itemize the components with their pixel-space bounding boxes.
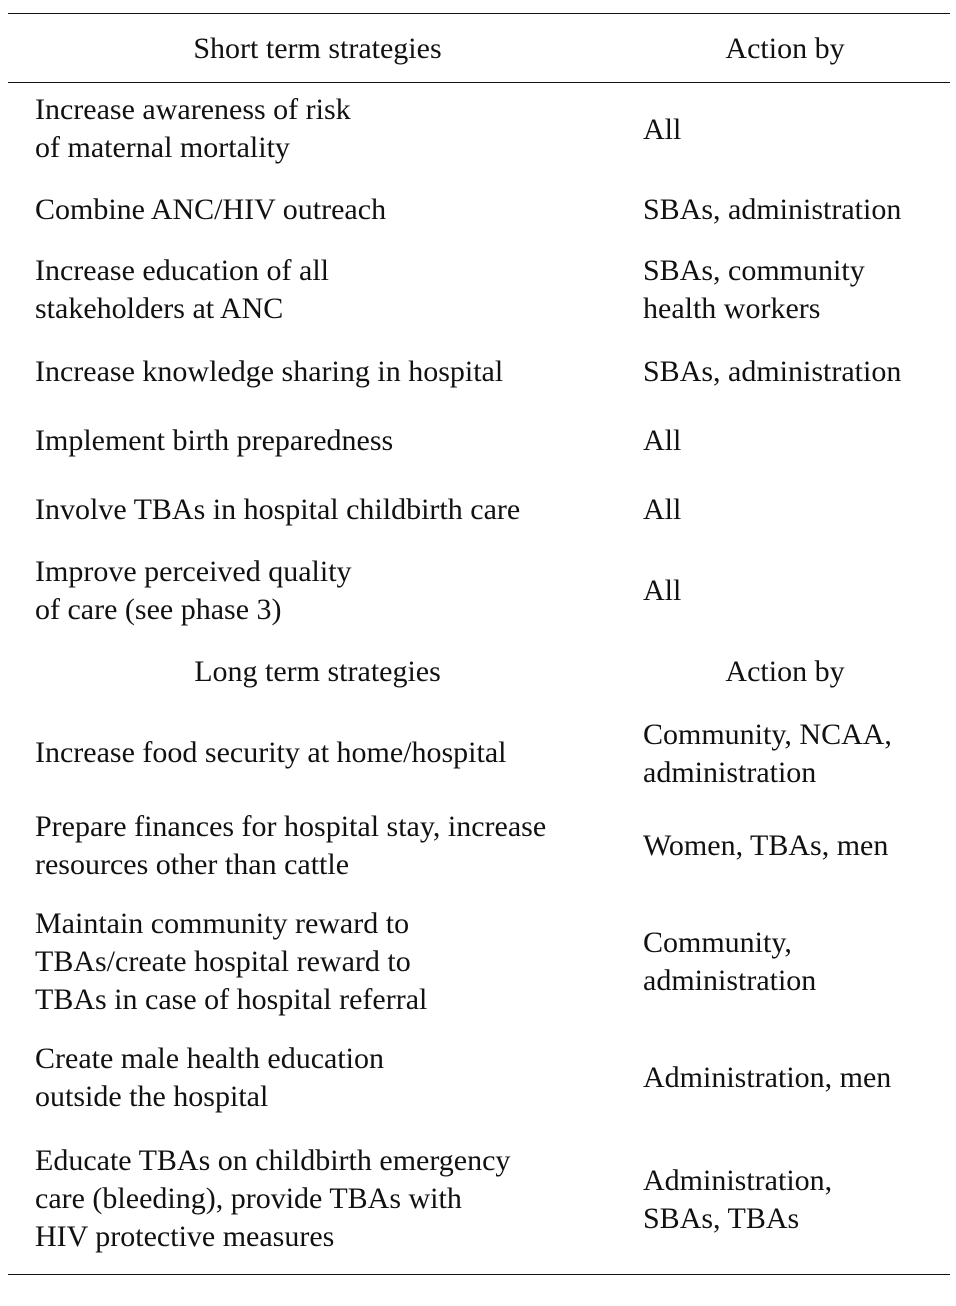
short-term-action-header: Action by [725,32,845,65]
table-row-long-5-action: Administration, SBAs, TBAs [643,1164,833,1235]
table-row-short-4-action: SBAs, administration [643,355,902,388]
table-row-short-6-strategy: Involve TBAs in hospital childbirth care [35,493,521,526]
header-rule [8,82,950,83]
table-row-long-3-strategy: Maintain community reward to TBAs/create hospital reward to TBAs in case of hospital referral [35,907,428,1016]
long-term-header: Long term strategies [194,655,441,688]
table-row-short-6-action: All [643,493,682,526]
table-row-short-7-action: All [643,574,682,607]
table-row-short-3-action: SBAs, community health workers [643,254,865,325]
table-top-rule [8,13,950,14]
table-row-short-4-strategy: Increase knowledge sharing in hospital [35,355,504,388]
table-row-long-4-strategy: Create male health education outside the hospital [35,1042,384,1113]
long-term-action-header: Action by [725,655,845,688]
table-bottom-rule [8,1274,950,1275]
table-row-short-1-strategy: Increase awareness of risk of maternal mortality [35,93,351,164]
table-row-long-2-strategy: Prepare finances for hospital stay, increase resources other than cattle [35,810,547,881]
table-row-short-5-strategy: Implement birth preparedness [35,424,394,457]
short-term-header: Short term strategies [193,32,442,65]
table-row-long-4-action: Administration, men [643,1061,892,1094]
table-row-short-1-action: All [643,113,682,146]
table-row-short-3-strategy: Increase education of all stakeholders at ANC [35,254,330,325]
table-row-long-2-action: Women, TBAs, men [643,829,889,862]
table-row-long-5-strategy: Educate TBAs on childbirth emergency care (bleeding), provide TBAs with HIV protective measures [35,1144,511,1253]
table-row-long-1-strategy: Increase food security at home/hospital [35,736,507,769]
table-row-short-5-action: All [643,424,682,457]
table-row-long-1-action: Community, NCAA, administration [643,718,892,789]
table-row-short-7-strategy: Improve perceived quality of care (see phase 3) [35,555,352,626]
table-row-long-3-action: Community, administration [643,926,817,997]
table-row-short-2-action: SBAs, administration [643,193,902,226]
table-row-short-2-strategy: Combine ANC/HIV outreach [35,193,387,226]
